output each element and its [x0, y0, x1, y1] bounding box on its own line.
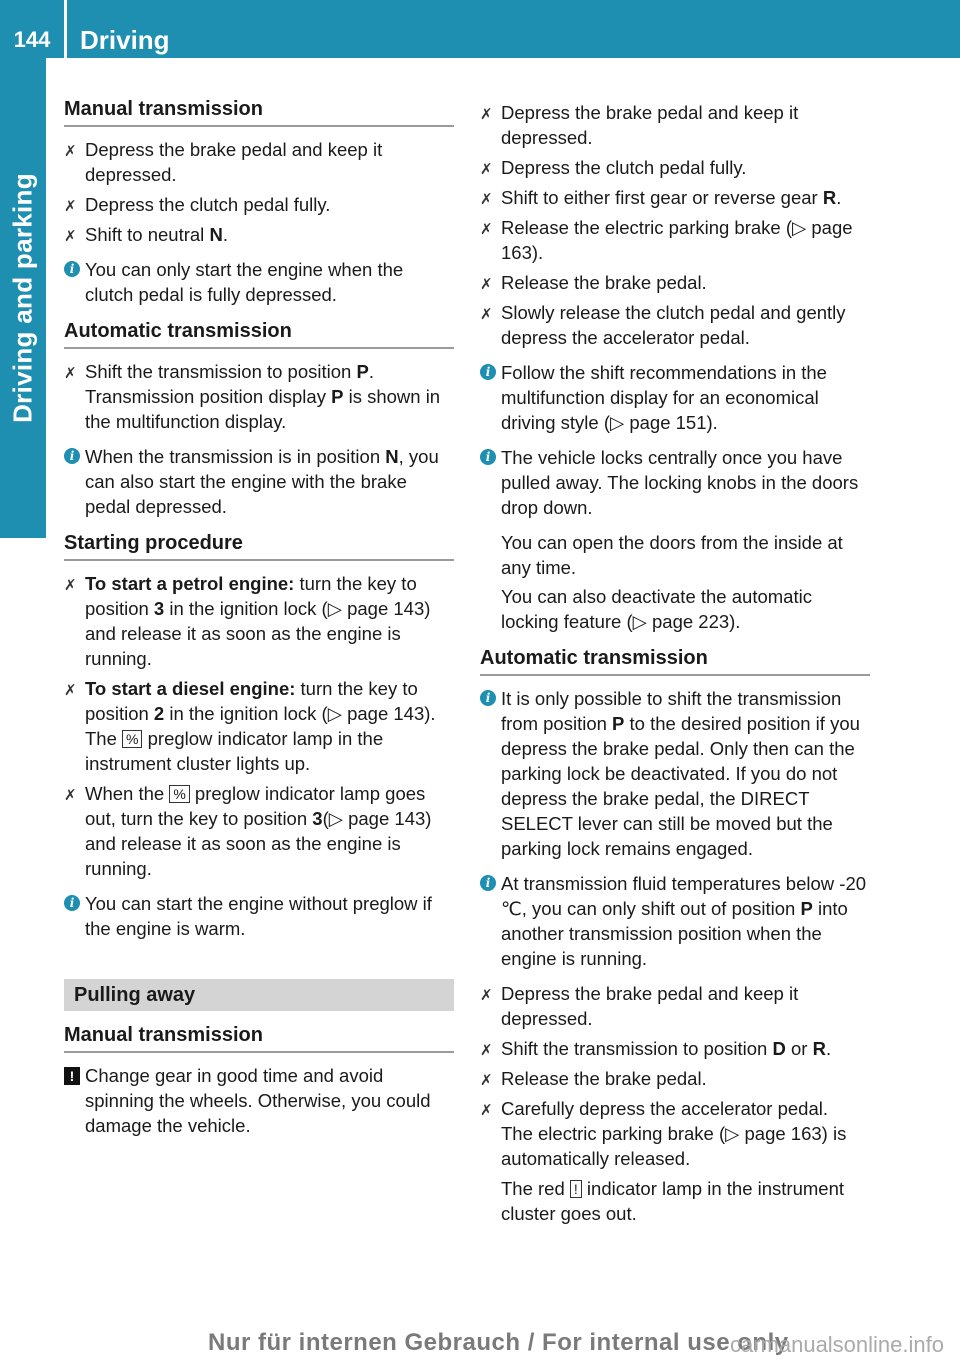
page-number: 144	[13, 27, 51, 52]
step-item: ✗ Release the electric parking brake (▷ page 163).	[480, 215, 870, 265]
step-item: ✗ Slowly release the clutch pedal and gently depress the accelerator pedal.	[480, 300, 870, 350]
preglow-icon: %	[169, 785, 189, 803]
info-icon: i	[480, 875, 496, 891]
step-marker-icon	[480, 981, 493, 1008]
step-paragraph: The red ! indicator lamp in the instrument cluster goes out.	[501, 1178, 845, 1224]
note-paragraph: You can also deactivate the automatic locking feature (▷ page 223).	[501, 586, 812, 632]
step-item: ✗ Depress the brake pedal and keep it depressed.	[64, 137, 454, 187]
step-item: ✗ Carefully depress the accelerator pedal. The electric parking brake (▷ page 163) is automatically released.	[480, 1096, 870, 1171]
heading-starting-procedure: Starting procedure	[64, 529, 454, 561]
step-item: ✗ Depress the clutch pedal fully.	[480, 155, 870, 180]
step-marker-icon	[480, 1096, 493, 1123]
step-item: ✗ Shift to either first gear or reverse gear R.	[480, 185, 870, 210]
step-item: ✗ When the % preglow indicator lamp goes out, turn the key to position 3(▷ page 143) and release it as soon as the engine is running.	[64, 781, 454, 881]
right-column	[480, 95, 870, 1230]
step-marker-icon	[64, 192, 77, 219]
step-marker-icon	[480, 185, 493, 212]
side-tab-label: Driving and parking	[7, 173, 38, 423]
step-marker-icon	[64, 359, 77, 386]
note-paragraph: You can open the doors from the inside at any time.	[501, 532, 843, 578]
info-icon: i	[64, 448, 80, 464]
heading-automatic-transmission: Automatic transmission	[64, 317, 454, 349]
step-marker-icon	[480, 155, 493, 182]
step-marker-icon	[480, 1036, 493, 1063]
step-marker-icon	[64, 222, 77, 249]
info-note: i The vehicle locks centrally once you have pulled away. The locking knobs in the doors drop down.	[480, 445, 870, 520]
step-item: ✗ Depress the brake pedal and keep it depressed.	[480, 100, 870, 150]
info-icon: i	[64, 261, 80, 277]
step-marker-icon	[480, 1066, 493, 1093]
info-note: i At transmission fluid temperatures below -20 ℃, you can only shift out of position P into another transmission position when the engine is running.	[480, 871, 870, 971]
parking-brake-icon: !	[570, 1180, 582, 1198]
chapter-title: Driving	[80, 25, 170, 55]
info-note: i You can start the engine without preglow if the engine is warm.	[64, 891, 454, 941]
step-item: ✗ Shift the transmission to position D or R.	[480, 1036, 870, 1061]
site-watermark: carmanualsonline.info	[729, 1332, 944, 1357]
heading-manual-transmission: Manual transmission	[64, 95, 454, 127]
step-marker-icon	[64, 571, 77, 598]
info-icon: i	[64, 895, 80, 911]
step-marker-icon	[64, 676, 77, 703]
step-item: ✗ Release the brake pedal.	[480, 1066, 870, 1091]
side-tab	[0, 58, 46, 538]
step-marker-icon	[480, 270, 493, 297]
step-marker-icon	[480, 300, 493, 327]
info-icon: i	[480, 449, 496, 465]
info-icon: i	[480, 364, 496, 380]
info-icon: i	[480, 690, 496, 706]
step-item: ✗ Depress the clutch pedal fully.	[64, 192, 454, 217]
header-divider	[64, 0, 67, 58]
info-note: i When the transmission is in position N, you can also start the engine with the brake pedal depressed.	[64, 444, 454, 519]
heading-automatic-transmission-2: Automatic transmission	[480, 644, 870, 676]
page-footer	[0, 1330, 960, 1360]
step-marker-icon	[64, 781, 77, 808]
info-note: i Follow the shift recommendations in the multifunction display for an economical driving style (▷ page 151).	[480, 360, 870, 435]
section-pulling-away: Pulling away	[64, 979, 454, 1011]
step-item: ✗ To start a petrol engine: turn the key to position 3 in the ignition lock (▷ page 143) and release it as soon as the engine is running.	[64, 571, 454, 671]
left-column	[64, 95, 454, 1148]
internal-use-watermark: Nur für internen Gebrauch / For internal use only	[208, 1329, 789, 1356]
warning-note: ! Change gear in good time and avoid spinning the wheels. Otherwise, you could damage the vehicle.	[64, 1063, 454, 1138]
heading-manual-transmission-2: Manual transmission	[64, 1021, 454, 1053]
step-marker-icon	[480, 215, 493, 242]
info-note: i You can only start the engine when the clutch pedal is fully depressed.	[64, 257, 454, 307]
page-header	[0, 0, 960, 58]
warning-icon: !	[64, 1067, 80, 1085]
step-item: ✗ Shift the transmission to position P. Transmission position display P is shown in the multifunction display.	[64, 359, 454, 434]
step-marker-icon	[64, 137, 77, 164]
info-note: i It is only possible to shift the transmission from position P to the desired position if you depress the brake pedal. Only then can the parking lock be deactivated. If you do not depress the brake pedal, the DIRECT SELECT lever can still be moved but the parking lock remains engaged.	[480, 686, 870, 861]
step-item: ✗ Release the brake pedal.	[480, 270, 870, 295]
step-marker-icon	[480, 100, 493, 127]
preglow-icon: %	[122, 730, 142, 748]
step-item: ✗ To start a diesel engine: turn the key to position 2 in the ignition lock (▷ page 143). The % preglow indicator lamp in the instrument cluster lights up.	[64, 676, 454, 776]
step-item: ✗ Depress the brake pedal and keep it depressed.	[480, 981, 870, 1031]
step-item: ✗ Shift to neutral N.	[64, 222, 454, 247]
